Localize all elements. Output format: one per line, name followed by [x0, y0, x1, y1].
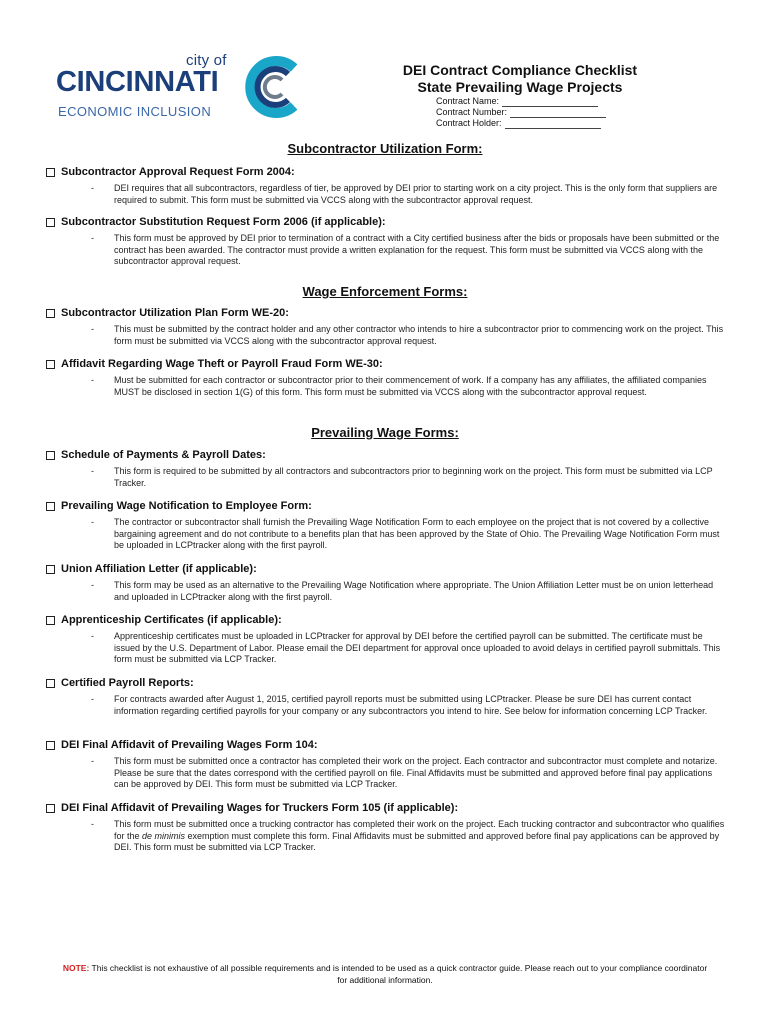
item-description: This must be submitted by the contract holder and any other contractor who intends to hire a subcontractor prior to commencing work on the project. This form must be submitted via VCCS along with the subcontractor approval request.	[114, 324, 724, 346]
checkbox[interactable]	[46, 804, 55, 813]
checkbox[interactable]	[46, 218, 55, 227]
item-description: The contractor or subcontractor shall furnish the Prevailing Wage Notification Form to each employee on the project that is not covered by a collective bargaining agreement and do not contribute to a benefits plan that has been approved by the State of Ohio. The Prevailing Wage Notification Form must be uploaded in LCPtracker along with the first payroll.	[114, 517, 720, 550]
item-title: Subcontractor Substitution Request Form 2006 (if applicable):	[61, 216, 386, 228]
checkbox[interactable]	[46, 565, 55, 574]
item-title: Affidavit Regarding Wage Theft or Payroll Fraud Form WE-30:	[61, 358, 383, 370]
contract-fields	[436, 96, 606, 129]
title-line-1: DEI Contract Compliance Checklist	[402, 62, 638, 78]
item-description-part2: exemption must complete this form. Final Affidavits must be submitted and approved before final pay applications can be approved by DEI. This form must be submitted via LCP Tracker.	[114, 830, 720, 852]
item-description: Must be submitted for each contractor or subcontractor prior to their commencement of work. If a company has any affiliates, the affiliated companies MUST be disclosed in section 1(G) of this form. This form must be submitted via VCCS along with the subcontractor approval request.	[114, 375, 707, 397]
checkbox[interactable]	[46, 360, 55, 369]
checklist-item: DEI Final Affidavit of Prevailing Wages Form 104: - This form must be submitted once a contractor has completed their work on the project. Each contractor and subcontractor must complete and notarize. Please be sure that the dates correspond with the certified payroll on file. Final Affidavits must be submitted and approved before final pay applications can be approved by DEI. This form must be submitted via LCP Tracker.	[46, 738, 726, 791]
item-description: This form may be used as an alternative to the Prevailing Wage Notification where appropriate. The Union Affiliation Letter must be on union letterhead and uploaded in LCPtracker along with the first payroll.	[114, 580, 714, 602]
item-description: For contracts awarded after August 1, 2015, certified payroll reports must be submitted using LCPtracker. Please be sure DEI has current contact information regarding certified payrolls for your company or any subcontractors you intend to hire. See below for information concerning LCP Tracker.	[114, 694, 708, 716]
item-title: Schedule of Payments & Payroll Dates:	[61, 449, 266, 461]
item-title: Certified Payroll Reports:	[61, 677, 194, 689]
item-description: This form is required to be submitted by all contractors and subcontractors prior to beginning work on the project. This form must be submitted via LCP Tracker.	[114, 466, 713, 488]
checklist-item: Schedule of Payments & Payroll Dates: - This form is required to be submitted by all contractors and subcontractors prior to beginning work on the project. This form must be submitted via LCP Tracker.	[46, 448, 726, 489]
contract-number-field[interactable]	[436, 107, 606, 118]
item-title: DEI Final Affidavit of Prevailing Wages Form 104:	[61, 739, 318, 751]
city-logo	[56, 50, 306, 125]
footer-note	[60, 962, 710, 986]
logo-cincinnati: CINCINNATI	[56, 66, 219, 98]
item-description: This form must be approved by DEI prior to termination of a contract with a City certified business after the bids or proposals have been submitted or the contract has been awarded. The contractor must provide a written explanation for the request. This form must be submitted via VCCS along with the subcontractor approval request.	[114, 233, 720, 266]
contract-number-label: Contract Number:	[436, 107, 508, 117]
checklist-item: Affidavit Regarding Wage Theft or Payroll Fraud Form WE-30: - Must be submitted for each contractor or subcontractor prior to their commencement of work. If a company has any affiliates, the affiliated companies MUST be disclosed in section 1(G) of this form. This form must be submitted via VCCS along with the subcontractor approval request.	[46, 357, 726, 398]
checkbox[interactable]	[46, 741, 55, 750]
item-title: Subcontractor Utilization Plan Form WE-20:	[61, 307, 289, 319]
section-heading-subcontractor: Subcontractor Utilization Form:	[287, 141, 483, 156]
checklist-item: Union Affiliation Letter (if applicable): - This form may be used as an alternative to the Prevailing Wage Notification where appropriate. The Union Affiliation Letter must be on union letterhead and uploaded in LCPtracker along with the first payroll.	[46, 562, 726, 603]
item-description-italic: de minimis	[142, 830, 186, 841]
contract-name-label: Contract Name:	[436, 96, 500, 106]
logo-c-mark-icon	[244, 54, 302, 120]
checkbox[interactable]	[46, 616, 55, 625]
item-title: Subcontractor Approval Request Form 2004:	[61, 166, 295, 178]
checkbox[interactable]	[46, 679, 55, 688]
section-heading-prevailing-wage: Prevailing Wage Forms:	[311, 425, 459, 440]
item-description: DEI requires that all subcontractors, regardless of tier, be approved by DEI prior to starting work on a city project. This is the only form that suppliers are required to submit. This form must be submitted via VCCS along with the subcontractor approval request.	[114, 183, 718, 205]
contract-name-field[interactable]	[436, 96, 606, 107]
item-title: Prevailing Wage Notification to Employee Form:	[61, 500, 312, 512]
note-label: NOTE:	[62, 963, 90, 973]
checklist-item: Apprenticeship Certificates (if applicable): - Apprenticeship certificates must be uploaded in LCPtracker for approval by DEI before the certified payroll can be submitted. The certificate must be issued by the U.S. Department of Labor. Please email the DEI department for approval once uploaded to avoid delays in certified payroll submittals. This form must be submitted via LCP Tracker.	[46, 613, 726, 666]
checklist-item: DEI Final Affidavit of Prevailing Wages for Truckers Form 105 (if applicable): - This form must be submitted once a trucking contractor has completed their work on the project. Each trucking contractor and subcontractor who qualifies for the de minimis exemption must complete this form. Final Affidavits must be submitted and approved before final pay applications can be approved by DEI. This form must be submitted via LCP Tracker.	[46, 801, 726, 854]
logo-economic-inclusion: ECONOMIC INCLUSION	[58, 104, 212, 119]
checkbox[interactable]	[46, 168, 55, 177]
checklist-item: Subcontractor Utilization Plan Form WE-20: - This must be submitted by the contract holder and any other contractor who intends to hire a subcontractor prior to commencing work on the project. This form must be submitted via VCCS along with the subcontractor approval request.	[46, 306, 726, 347]
contract-holder-label: Contract Holder:	[436, 118, 502, 128]
item-title: DEI Final Affidavit of Prevailing Wages for Truckers Form 105 (if applicable):	[61, 802, 459, 814]
item-description-part1: This form must be submitted once a trucking contractor has completed their work on the project. Each trucking contractor and subcontractor who qualifies for the	[114, 819, 725, 841]
contract-holder-field[interactable]	[436, 118, 606, 129]
document-title	[370, 62, 670, 96]
note-text: This checklist is not exhaustive of all possible requirements and is intended to be used as a quick contractor guide. Please reach out to your compliance coordinator for additional information.	[89, 963, 708, 985]
checklist-item: Subcontractor Substitution Request Form 2006 (if applicable): - This form must be approved by DEI prior to termination of a contract with a City certified business after the bids or proposals have been submitted or the contract has been awarded. The contractor must provide a written explanation for the request. This form must be submitted via VCCS along with the subcontractor approval request.	[46, 215, 726, 268]
title-line-2: State Prevailing Wage Projects	[417, 79, 623, 95]
checkbox[interactable]	[46, 309, 55, 318]
item-description: This form must be submitted once a contractor has completed their work on the project. Each contractor and subcontractor must complete and notarize. Please be sure that the dates correspond with the certified payroll on file. Final Affidavits must be submitted and approved before final pay applications can be approved by DEI. This form must be submitted via LCP Tracker.	[114, 756, 718, 789]
checkbox[interactable]	[46, 502, 55, 511]
item-title: Union Affiliation Letter (if applicable):	[61, 563, 257, 575]
item-description: Apprenticeship certificates must be uploaded in LCPtracker for approval by DEI before the certified payroll can be submitted. The certificate must be issued by the U.S. Department of Labor. Please email the DEI department for approval once uploaded to avoid delays in certified payroll submittals. This form must be submitted via LCP Tracker.	[114, 631, 721, 664]
checklist-item: Certified Payroll Reports: - For contracts awarded after August 1, 2015, certified payroll reports must be submitted using LCPtracker. Please be sure DEI has current contact information regarding certified payrolls for your company or any subcontractors you intend to hire. See below for information concerning LCP Tracker.	[46, 676, 726, 717]
logo-city-of: city of	[186, 52, 227, 69]
item-title: Apprenticeship Certificates (if applicable):	[61, 614, 282, 626]
checklist-item: Subcontractor Approval Request Form 2004: - DEI requires that all subcontractors, regardless of tier, be approved by DEI prior to starting work on a city project. This is the only form that suppliers are required to submit. This form must be submitted via VCCS along with the subcontractor approval request.	[46, 165, 726, 206]
section-heading-wage-enforcement: Wage Enforcement Forms:	[302, 284, 468, 299]
checkbox[interactable]	[46, 451, 55, 460]
checklist-item: Prevailing Wage Notification to Employee Form: - The contractor or subcontractor shall furnish the Prevailing Wage Notification Form to each employee on the project that is not covered by a collective bargaining agreement and do not contribute to a benefits plan that has been approved by the State of Ohio. The Prevailing Wage Notification Form must be uploaded in LCPtracker along with the first payroll.	[46, 499, 726, 552]
